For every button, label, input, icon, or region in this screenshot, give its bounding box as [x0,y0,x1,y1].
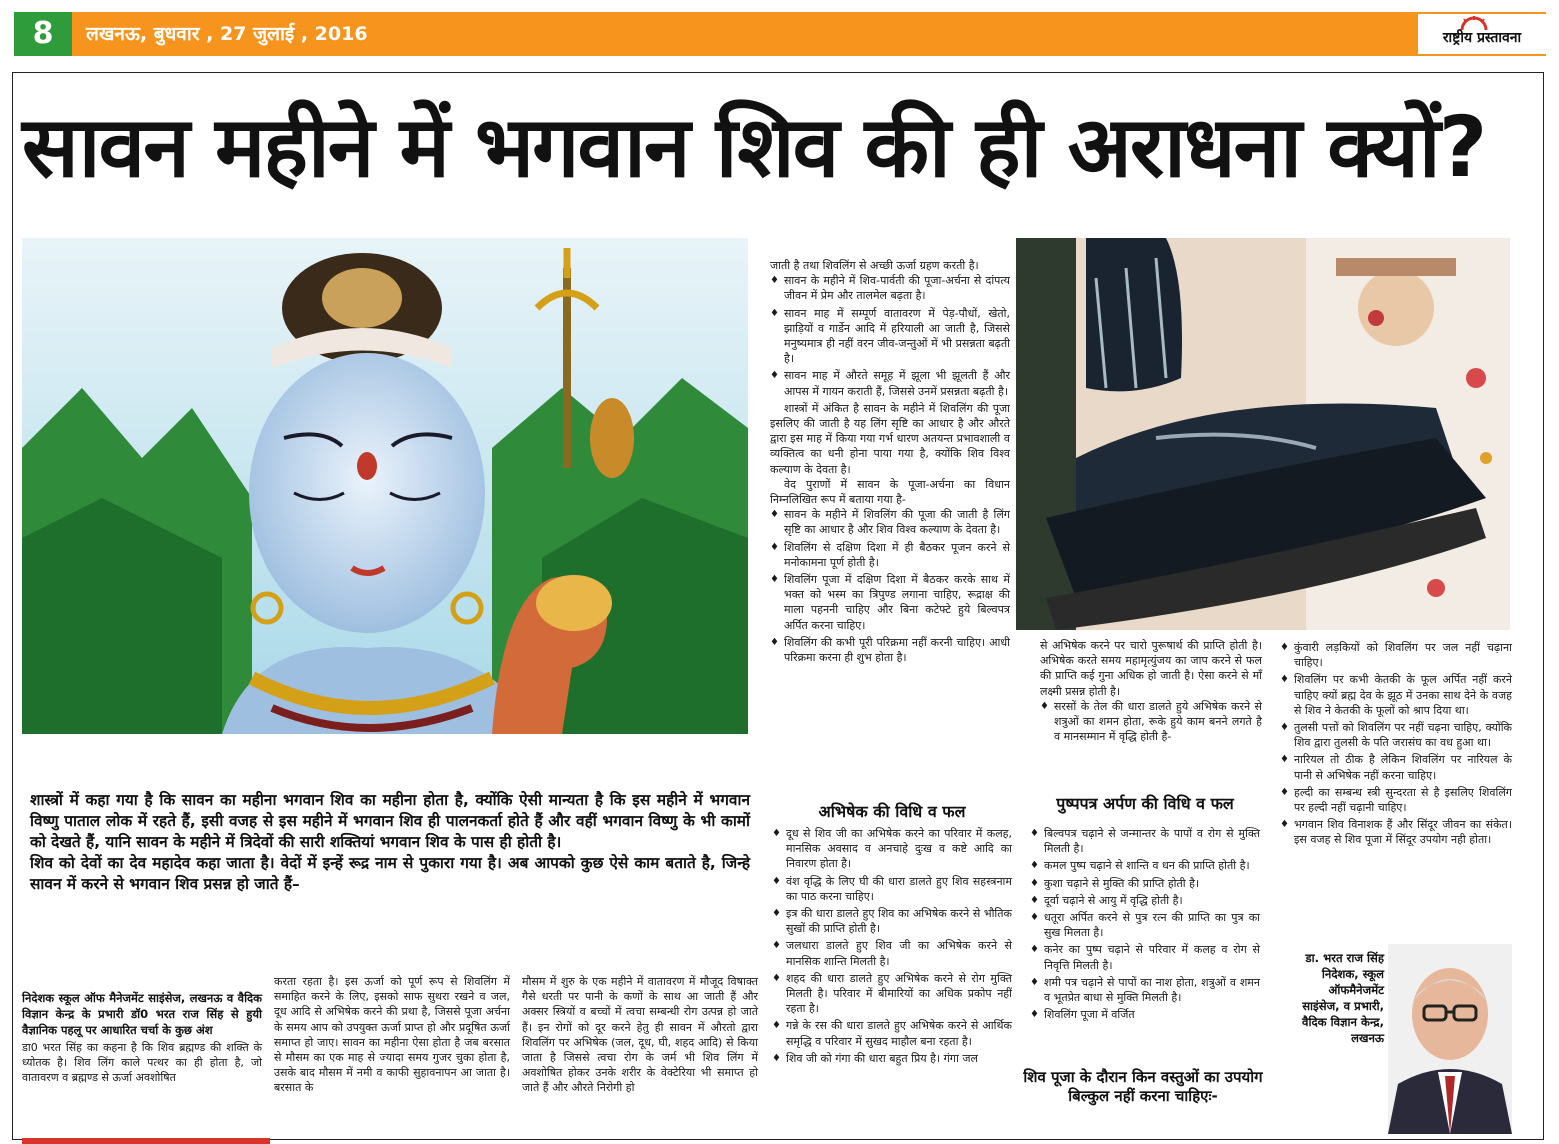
list-item: ♦ सावन के महीने में शिव-पार्वती की पूजा-अर्चना से दांपत्य जीवन में प्रेम और तालमेल बढ़ता है। [770,273,1010,303]
list-item: ♦ दूर्वा चढ़ाने से आयु में वृद्धि होती है। [1030,893,1260,908]
list-item: ♦ शिवलिंग पर कभी केतकी के फूल अर्पित नहीं करने चाहिए क्यों ब्रह्म देव के झूठ में उनका साथ देने के वजह से शिव ने केतकी के फूलों को श्राप दिया था। [1280,672,1512,718]
list-item: ♦ शिवलिंग पूजा में दक्षिण दिशा में बैठकर करके साथ में भक्त को भस्म का त्रिपुण्ड लगाना चाहिए, रूद्राक्ष की माला पहननी चाहिए और बिना कटेफ्टे हुये बिल्वपत्र अर्पित करना चाहिए। [770,572,1010,633]
list-item: ♦ बिल्वपत्र चढ़ाने से जन्मान्तर के पापों व रोग से मुक्ति मिलती है। [1030,826,1260,856]
pushpa-column [1030,826,1260,1024]
list-item: ♦ शमी पत्र चढ़ाने से पापों का नाश होता, शत्रुओं व शमन व भूतप्रेत बाधा से मुक्ति मिलती है। [1030,975,1260,1005]
footer-rule [22,1138,270,1144]
list-item: ♦ वंश वृद्धि के लिए घी की धारा डालते हुए शिव सहस्त्रनाम का पाठ करना चाहिए। [772,874,1012,904]
list-item: ♦ शिवलिंग की कभी पूरी परिक्रमा नहीं करनी चाहिए। आधी परिक्रमा करना ही शुभ होता है। [770,635,1010,665]
intro-paragraph-1: शास्त्रों में कहा गया है कि सावन का महीना भगवान शिव का महीना होता है, क्योंकि ऐसी मान्यता है कि इस महीने में भगवान विष्णु पाताल लोक में रहते हैं, इसी वजह से इस महीने में भगवान शिव ही पालनकर्ता होते हैं और वहीं भगवान विष्णु के भी कामों को देखते हैं, यानि सावन के महीने में त्रिदेवों की सारी शक्तियां भगवान शिव के पास ही होती है। [30,791,750,851]
list-item: ♦ कमल पुष्प चढ़ाने से शान्ति व धन की प्राप्ति होती है। [1030,858,1260,873]
intro-text [30,790,750,895]
byline-body: डा0 भरत सिंह का कहना है कि शिव ब्रह्मण्ड की शक्ति के ध्योतक है। शिव लिंग काले पत्थर का ही होता है, जो वातावरण व ब्रह्मण्ड से ऊर्जा अवशोषित [22,1041,262,1085]
list-item: ♦ सावन माह में सम्पूर्ण वातावरण में पेड़-पौधों, खेतो, झाड़ियों व गार्डेन आदि में हरियाली आ जाती है, जिससे मनुष्यमात्र ही नहीं वरन जीव-जन्तुओं में भी प्रसन्नता बढ़ती है। [770,306,1010,367]
intro-paragraph-2: शिव को देवों का देव महादेव कहा जाता है। वेदों में इन्हें रूद्र नाम से पुकारा गया है। अब आपको कुछ ऐसे काम बताते है, जिन्हे सावन में करने से भगवान शिव प्रसन्न हो जाते हैं– [30,854,750,893]
right2-column [1280,640,1512,850]
headline: सावन महीने में भगवान शिव की ही अराधना क्यों? [22,98,1486,196]
shiva-painting-image [22,238,748,734]
byline-column [22,990,262,1086]
list-item: ♦ शहद की धारा डालते हुए अभिषेक करने से रोग मुक्ति मिलती है। परिवार में बीमारियों का अधिक प्रकोप नहीं रहता है। [772,971,1012,1017]
right1-top-column [1040,638,1262,746]
list-item: ♦ कुंवारी लड़कियों को शिवलिंग पर जल नहीं चढ़ाना चाहिए। [1280,640,1512,670]
mid-paragraph-1: शास्त्रों में अंकित है सावन के महीने में शिवलिंग की पूजा इसलिए की जाती है यह लिंग सृष्टि का आधार है और औरते द्वारा इस माह में किया गया गर्भ धारण अतयन्त प्रभावशाली व व्यक्तित्व का धनी होना पाया गया है, क्योंकि शिव विश्व कल्याण के देवता है। [770,401,1010,476]
list-item: ♦ नारियल तो ठीक है लेकिन शिवलिंग पर नारियल के पानी से अभिषेक नहीं करना चाहिए। [1280,752,1512,782]
author-portrait-image [1388,944,1512,1134]
list-item: ♦ दूध से शिव जी का अभिषेक करने का परिवार में कलह, मानसिक अवसाद व अनचाहे दुःख व कष्टे आदि का निवारण होता है। [772,826,1012,872]
mid-lead: जाती है तथा शिवलिंग से अच्छी ऊर्जा ग्रहण करती है। [770,259,979,272]
list-item: ♦ सावन के महीने में शिवलिंग की पूजा की जाती है लिंग सृष्टि का आधार है और शिव विश्व कल्याण के देवता है। [770,507,1010,537]
right1-text: से अभिषेक करने पर चारो पुरूषार्थ की प्राप्ति होती है। अभिषेक करते समय महामृत्युंजय का जाप करने से फल की प्राप्ति कई गुना अधिक हो जाती है। ऐसा करने से माँ लक्ष्मी प्रसन्न होती है। [1040,639,1262,698]
list-item: ♦ कुशा चढ़ाने से मुक्ति की प्राप्ति होती है। [1030,876,1260,891]
shivling-photo-image [1016,238,1510,630]
mid-column [770,258,1010,667]
byline-lead: निदेशक स्कूल ऑफ मैनेजमेंट साइंसेज, लखनऊ व वैदिक विज्ञान केन्द्र के प्रभारी डॉ0 भरत राज सिंह से हुयी वैज्ञानिक पहलू पर आधारित चर्चा के कुछ अंश [22,991,262,1037]
list-item: ♦ इत्र की धारा डालते हुए शिव का अभिषेक करने से भौतिक सुखों की प्राप्ति होती है। [772,906,1012,936]
prohibited-items-title: शिव पूजा के दौरान किन वस्तुओं का उपयोग बिल्कुल नहीं करना चाहिएः- [1023,1068,1263,1105]
abhishek-column [772,826,1012,1068]
list-item: ♦ कनेर का पुष्प चढ़ाने से परिवार में कलह व रोग से निवृत्ति मिलती है। [1030,942,1260,972]
list-item: ♦ सरसों के तेल की धारा डालते हुये अभिषेक करने से शत्रुओं का शमन होता, रूके हुये काम बनने लगते है व मानसम्मान में वृद्धि होती है- [1040,699,1262,745]
bottom-column-2: करता रहता है। इस ऊर्जा को पूर्ण रूप से शिवलिंग में समाहित करने के लिए, इसको साफ सुथरा रखने व जल, दूध आदि से अभिषेक करने की प्रथा है, जिससे पूजा अर्चना के समय आप को उपयुक्त ऊर्जा प्राप्त हो और प्रदूषित ऊर्जा समाप्त हो जाए। सावन का महीना ऐसा होता है जब बरसात से मौसम का एक माह से ज्यादा समय गुजर चुका होता है, उसके बाद मौसम में नमी व काफी सुहावनापन आ जाता है। बरसात के [274,975,510,1095]
abhishek-title: अभिषेक की विधि व फल [818,802,966,821]
list-item: ♦ शिवलिंग पूजा में वर्जित [1030,1007,1260,1022]
list-item: ♦ शिव जी को गंगा की धारा बहुत प्रिय है। गंगा जल [772,1051,1012,1066]
list-item: ♦ तुलसी पत्तों को शिवलिंग पर नहीं चढ़ना चाहिए, क्योंकि शिव द्वारा तुलसी के पति जरासंघ का वध हुआ था। [1280,720,1512,750]
list-item: ♦ जलधारा डालते हुए शिव जी का अभिषेक करने से मानसिक शान्ति मिलती है। [772,938,1012,968]
list-item: ♦ हल्दी का सम्बन्ध स्त्री सुन्दरता से है इसलिए शिवलिंग पर हल्दी नहीं चढ़ानी चाहिए। [1280,785,1512,815]
list-item: ♦ शिवलिंग से दक्षिण दिशा में ही बैठकर पूजन करने से मनोकामना पूर्ण होती है। [770,540,1010,570]
dateline: लखनऊ, बुधवार , 27 जुलाई , 2016 [86,23,368,45]
mid-paragraph-2: वेद पुराणों में सावन के पूजा-अर्चना का विधान निम्नलिखित रूप में बताया गया है- [770,477,1010,507]
list-item: ♦ भगवान शिव विनाशक हैं और सिंदूर जीवन का संकेत। इस वजह से शिव पूजा में सिंदूर उपयोग नही होता। [1280,817,1512,847]
list-item: ♦ गन्ने के रस की धारा डालते हुए अभिषेक करने से आर्थिक समृद्धि व परिवार में सुखद माहौल बना रहता है। [772,1018,1012,1048]
bottom-column-3: मौसम में शुरु के एक महीने में वातावरण में मौजूद विषाक्त गैसे धरती पर पानी के कणों के साथ आ जाती हैं और अक्सर स्त्रियों व बच्चों में त्वचा सम्बन्धी रोग उत्पन्न हो जाते हैं। इन रोगों को दूर करने हेतु ही सावन में औरतो द्वारा शिवलिंग पर अभिषेक (जल, दूध, घी, शहद आदि) से किया जाता है जिससे त्वचा रोग के जर्म भी शिव लिंग में अवशोषित होकर उनके शरीर के वेक्टेरिया भी समाप्त हो जाते हैं और औरते निरोगी हो [522,975,758,1095]
brand-name: राष्ट्रीय प्रस्तावना [1442,30,1522,46]
author-caption: डा. भरत राज सिंह निदेशक, स्कूल ऑफमैनेजमेंट साइंसेज, व प्रभारी, वैदिक विज्ञान केन्द्र, लखनऊ [1302,951,1384,1045]
page-number: 8 [14,12,72,56]
list-item: ♦ सावन माह में औरते समूह में झूला भी झूलती हैं और आपस में गायन कराती हैं, जिससे उनमें प्रसन्नता बढ़ती है। [770,368,1010,398]
list-item: ♦ धतूरा अर्पित करने से पुत्र रत्न की प्राप्ति का पुत्र का सुख मिलता है। [1030,910,1260,940]
pushpa-title: पुष्पपत्र अर्पण की विधि व फल [1056,794,1234,813]
